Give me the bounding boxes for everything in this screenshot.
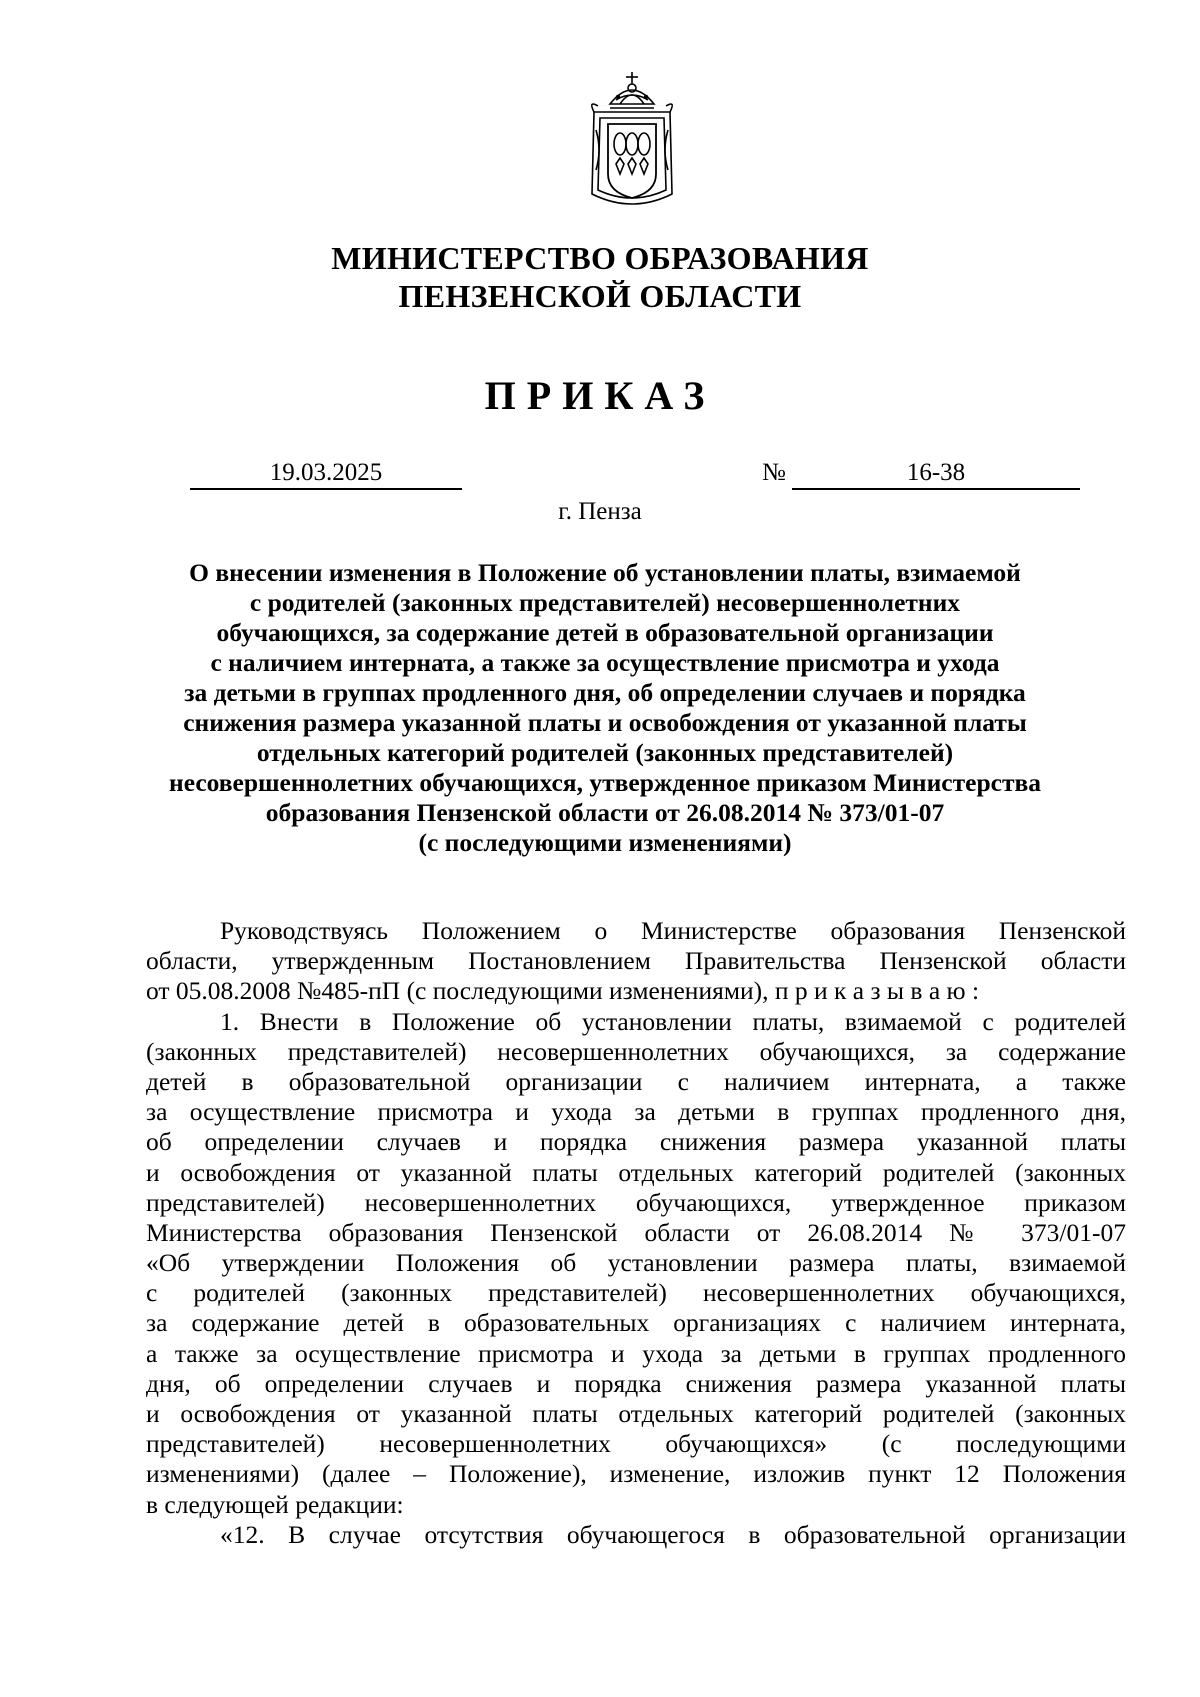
body-line: представителей) несовершеннолетних обучающихся» (с последующими — [146, 1429, 1126, 1459]
order-body — [146, 916, 1126, 1550]
body-line: за осуществление присмотра и ухода за детьми в группах продленного дня, — [146, 1097, 1126, 1127]
body-line: с родителей (законных представителей) несовершеннолетних обучающихся, — [146, 1278, 1126, 1308]
body-line: за содержание детей в образовательных организациях с наличием интерната, — [146, 1308, 1126, 1338]
body-line: 1. Внести в Положение об установлении платы, взимаемой с родителей — [220, 1006, 1126, 1036]
body-line: «12. В случае отсутствия обучающегося в образовательной организации — [220, 1519, 1126, 1549]
body-line: «Об утверждении Положения об установлении размера платы, взимаемой — [146, 1248, 1126, 1278]
body-line: а также за осуществление присмотра и ухода за детьми в группах продленного — [146, 1338, 1126, 1368]
body-line: об определении случаев и порядка снижения размера указанной платы — [146, 1127, 1126, 1157]
penza-region-coat-of-arms-icon — [580, 70, 684, 214]
organization-name-line1: МИНИСТЕРСТВО ОБРАЗОВАНИЯ — [331, 240, 869, 276]
body-line: Руководствуясь Положением о Министерстве образования Пензенской — [220, 916, 1126, 945]
body-line: представителей) несовершеннолетних обучающихся, утвержденное приказом — [146, 1187, 1126, 1217]
body-line: области, утвержденным Постановлением Правительства Пензенской области — [146, 946, 1126, 976]
issuing-city: г. Пенза — [558, 498, 642, 525]
body-line: от 05.08.2008 №485-пП (с последующими изменениями), п р и к а з ы в а ю : — [146, 976, 980, 1006]
body-line: детей в образовательной организации с наличием интерната, а также — [146, 1066, 1126, 1096]
order-date: 19.03.2025 — [190, 458, 462, 490]
order-number: 16-38 — [792, 458, 1080, 490]
body-line: Министерства образования Пензенской области от 26.08.2014 № 373/01-07 — [146, 1217, 1126, 1247]
organization-name-line2: ПЕНЗЕНСКОЙ ОБЛАСТИ — [398, 278, 802, 314]
document-type: ПРИКАЗ — [484, 373, 716, 418]
body-line: и освобождения от указанной платы отдельных категорий родителей (законных — [146, 1157, 1126, 1187]
order-title: О внесении изменения в Положение об установлении платы, взимаемой с родителей (законных представителей) несовершеннолетних обучающихся, за содержание детей в образовательной организации с наличием интерната, а также за осуществление присмотра и ухода за детьми в группах продленного дня, об определении случаев и порядка снижения размера указанной платы и освобождения от указанной платы отдельных категорий родителей (законных представителей) несовершеннолетних обучающихся, утвержденное приказом Министерства образования Пензенской области от 26.08.2014 № 373/01-07 (с последующими изменениями) — [169, 558, 1041, 857]
body-line: дня, об определении случаев и порядка снижения размера указанной платы — [146, 1368, 1126, 1398]
body-line: в следующей редакции: — [146, 1489, 404, 1519]
order-number-label: № — [762, 459, 786, 486]
body-line: и освобождения от указанной платы отдельных категорий родителей (законных — [146, 1399, 1126, 1428]
body-line: (законных представителей) несовершеннолетних обучающихся, за содержание — [146, 1036, 1126, 1066]
body-line: изменениями) (далее – Положение), изменение, изложив пункт 12 Положения — [146, 1459, 1126, 1489]
